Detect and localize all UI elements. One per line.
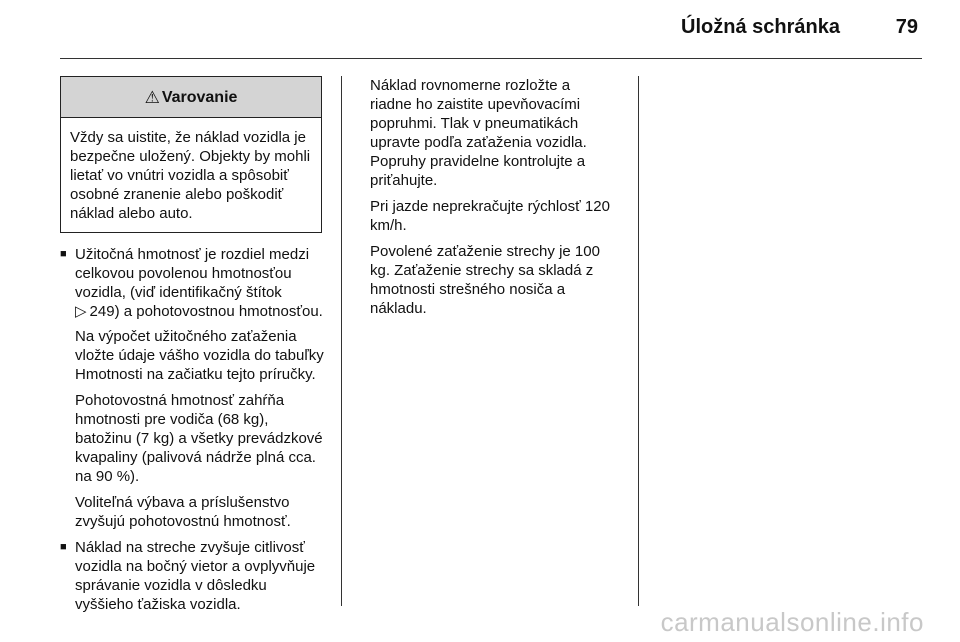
paragraph: Pri jazde neprekračujte rýchlosť 120 km/h. [370, 198, 610, 234]
bullet-text: Užitočná hmotnosť je rozdiel medzi celkovou povolenou hmotnosťou vozidla, (viď identifikačný štítok ▷ 249) a pohotovostnou hmotnosťou. [75, 246, 323, 320]
warning-box [60, 76, 322, 233]
right-column [370, 76, 610, 325]
bullet-item [60, 538, 326, 614]
column-divider-2 [638, 76, 639, 606]
section-title: Úložná schránka [681, 16, 840, 38]
sub-paragraph: Na výpočet užitočného zaťaženia vložte údaje vášho vozidla do tabuľky Hmotnosti na začiatku tejto príručky. [75, 328, 324, 383]
paragraph: Náklad rovnomerne rozložte a riadne ho zaistite upevňovacími popruhmi. Tlak v pneumatikách upravte podľa zaťaženia vozidla. Popruhy pravidelne kontrolujte a priťahujte. [370, 77, 587, 189]
header-divider [60, 58, 922, 59]
warning-triangle-icon: ⚠ [144, 87, 160, 107]
page-number: 79 [895, 16, 918, 38]
sub-paragraphs [75, 327, 326, 531]
page-header [60, 0, 922, 58]
sub-paragraph: Voliteľná výbava a príslušenstvo zvyšujú pohotovostnú hmotnosť. [75, 494, 291, 530]
watermark: carmanualsonline.info [660, 607, 924, 637]
warning-text: Vždy sa uistite, že náklad vozidla je bezpečne uložený. Objekty by mohli lietať vo vnútri vozidla a spôsobiť osobné zranenie alebo poškodiť náklad alebo auto. [70, 129, 311, 222]
left-column [60, 76, 326, 614]
column-divider-1 [341, 76, 342, 606]
warning-header [61, 77, 321, 118]
bullet-square-icon: ■ [60, 248, 67, 260]
paragraph: Povolené zaťaženie strechy je 100 kg. Zaťaženie strechy sa skladá z hmotnosti strešného nosiča a nákladu. [370, 243, 600, 317]
bullet-item [60, 245, 326, 531]
sub-paragraph: Pohotovostná hmotnosť zahŕňa hmotnosti pre vodiča (68 kg), batožinu (7 kg) a všetky prevádzkové kvapaliny (palivová nádrže plná cca. na 90 %). [75, 392, 323, 485]
arrow-reference-icon[interactable]: ▷ [75, 303, 87, 320]
bullet-text: Náklad na streche zvyšuje citlivosť vozidla na bočný vietor a ovplyvňuje správanie vozidla v dôsledku vyššieho ťažiska vozidla. [75, 539, 316, 613]
warning-title: Varovanie [161, 88, 238, 106]
bullet-square-icon: ■ [60, 541, 67, 553]
